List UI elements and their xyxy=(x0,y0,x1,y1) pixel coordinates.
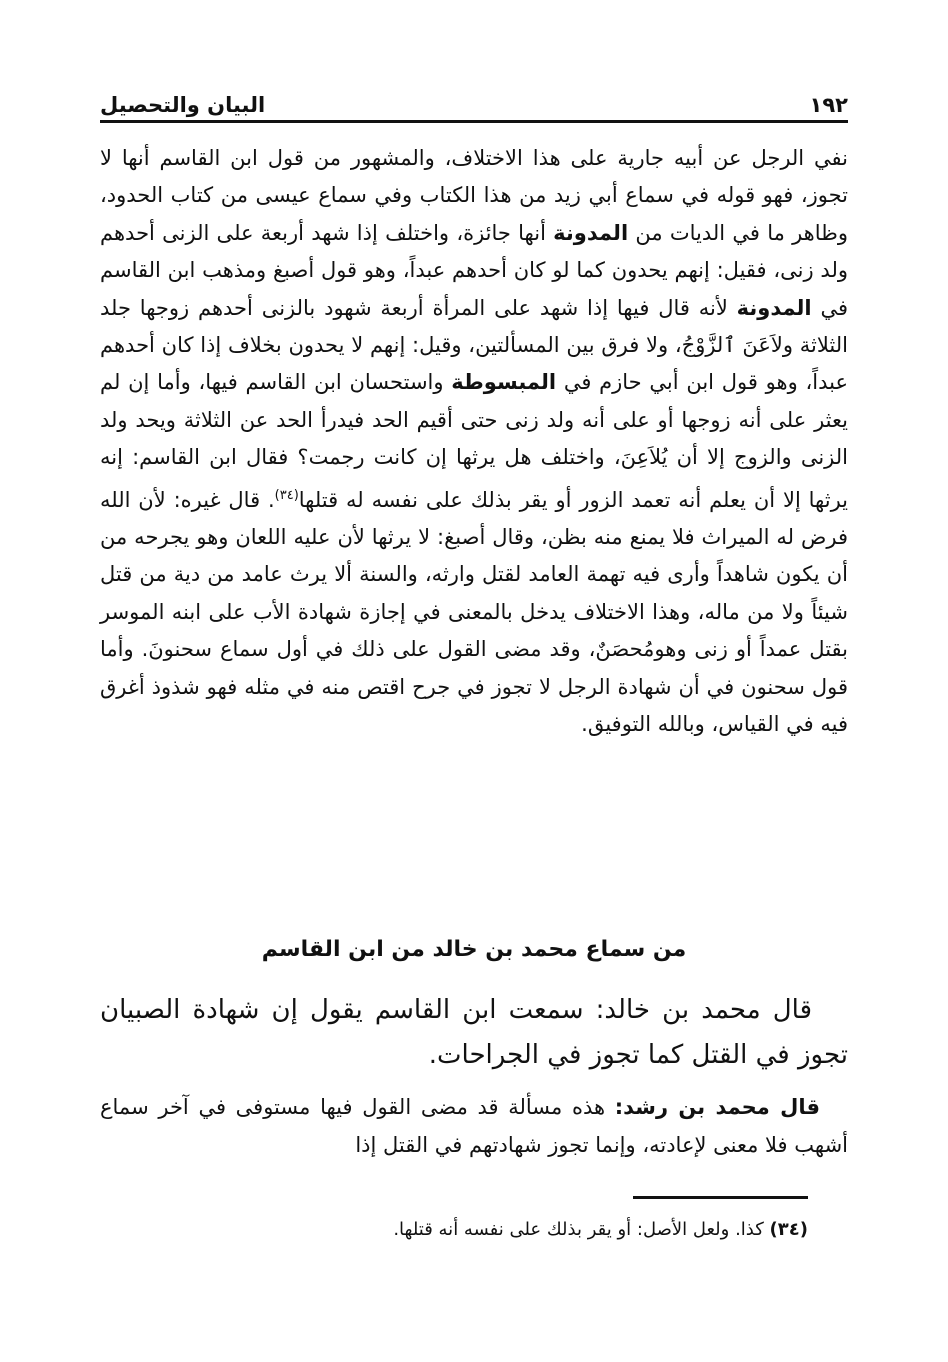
bold-term: المدونة xyxy=(553,220,629,245)
text-run: نفي الرجل عن أبيه جارية على هذا الاختلاف، والمشهور من قول ابن القاسم أنها لا تجوز، فهو قوله في سماع أبي زيد من هذا الكتاب وفي سماع عيسى من كتاب الحدود، وظاهر ما في الديات من xyxy=(100,146,849,245)
header-rule xyxy=(100,120,848,123)
bold-term: المبسوطة xyxy=(451,370,557,395)
footnote-reference: (٣٤) xyxy=(274,487,299,503)
book-title: البيان والتحصيل xyxy=(100,93,266,117)
footnote-separator xyxy=(633,1196,808,1199)
running-header xyxy=(100,80,848,120)
text-run: واستحسان ابن القاسم فيها، وأما إن لم يعثر على أنه زوجها أو على أنه ولد زنى حتى أقيم الحد فيدرأ الحد عن الثلاثة ويحد ولد الزنى والزوج إلا أن يُلاَعِنَ، واختلف هل يرثها إن كانت رجمت؟ فقال ابن القاسم: إنه يرثها إلا أن يعلم أنه تعمد الزور أو يقر بذلك على نفسه له قتلها xyxy=(100,370,848,512)
text-run: . قال غيره: لأن الله فرض له الميراث فلا يمنع منه بظن، وقال أصبغ: لا يرثها لأن عليه اللعان وهو يجرحه من أن يكون شاهداً وأرى فيه تهمة العامد لقتل وارثه، والسنة ألا يرث عامد من دية من قتل شيئاً ولا من ماله، وهذا الاختلاف يدخل بالمعنى في إجازة شهادة الأب على ابنه الموسر بقتل عمداً أو زنى وهومُحصَنٌ، وقد مضى القول على ذلك في أول سماع سحنونَ. وأما قول سحنون في أن شهادة الرجل لا تجوز في جرح اقتص منه في مثله فهو شذوذ أغرق فيه في القياس، وبالله التوفيق. xyxy=(100,487,848,737)
commentary-paragraph xyxy=(100,1088,848,1164)
text-run: لأنه قال فيها إذا شهد على المرأة أربعة شهود بالزنى أحدهم زوجها جلد الثلاثة ولاَعَنَ ٱلزَّوْجُ، ولا فرق بين المسألتين، وقيل: إنهم لا يحدون بخلاف إذا كان أحدهم عبداً، وهو قول ابن أبي حازم في xyxy=(100,295,848,395)
footnote-text: كذا. ولعل الأصل: أو يقر بذلك على نفسه أنه قتلها. xyxy=(393,1219,770,1240)
main-paragraph xyxy=(100,140,848,744)
narration-paragraph: قال محمد بن خالد: سمعت ابن القاسم يقول إن شهادة الصبيان تجوز في القتل كما تجوز في الجراحات. xyxy=(100,995,848,1070)
commentary-label: قال محمد بن رشد: xyxy=(614,1095,820,1119)
page-number: ١٩٢ xyxy=(809,93,848,117)
footnote xyxy=(100,1215,808,1245)
section-heading: من سماع محمد بن خالد من ابن القاسم xyxy=(261,937,687,962)
footnote-number: (٣٤) xyxy=(769,1219,808,1240)
bold-term: المدونة xyxy=(736,295,812,320)
text-run: أنها جائزة، واختلف إذا شهد أربعة على الزنى أحدهم ولد زنى، فقيل: إنهم يحدون كما لو كان أحدهم عبداً، وهو قول أصبغ ومذهب ابن القاسم في xyxy=(100,220,849,320)
commentary-text: هذه مسألة قد مضى القول فيها مستوفى في آخر سماع أشهب فلا معنى لإعادته، وإنما تجوز شهادتهم في القتل إذا xyxy=(100,1095,848,1157)
